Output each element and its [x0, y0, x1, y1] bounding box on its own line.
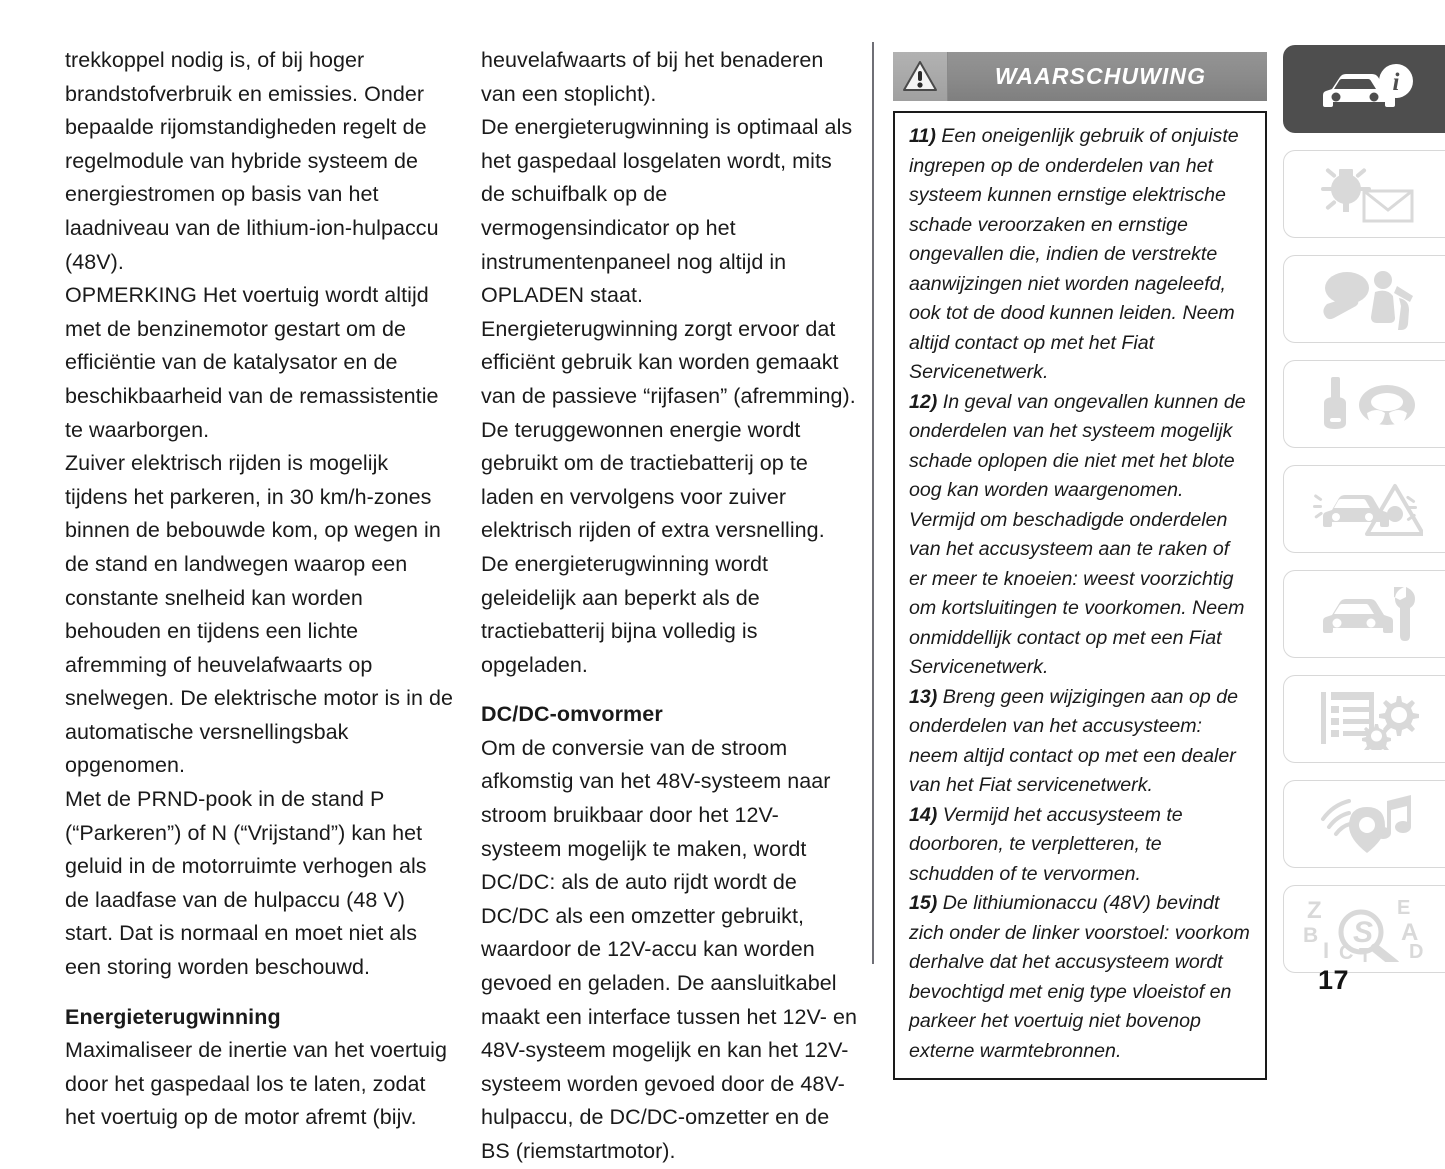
paragraph: De energieterugwinning wordt geleidelijk aan beperkt als de tractiebatterij bijna volledig is opgeladen.: [481, 551, 769, 677]
section-heading-dcdc-omvormer: DC/DC-omvormer: [481, 702, 663, 727]
paragraph: trekkoppel nodig is, of bij hoger brandstofverbruik en emissies. Onder bepaalde rijomstandigheden regelt de regelmodule van hybride systeem de energiestromen op basis van het laadniveau van de lithium-ion-hulpaccu (48V).: [65, 48, 439, 274]
occupant-safety-icon: [1309, 268, 1421, 330]
warning-item-number: 15): [909, 892, 938, 914]
text-column-2: [481, 44, 859, 1169]
warning-item-text: In geval van ongevallen kunnen de onderdelen van het systeem mogelijk schade oplopen die niet met het blote oog kan worden waargenomen. Vermijd om beschadigde onderdelen van het accusysteem aan te raken of er meer te knoeien: weest voorzichtig om kortsluitingen te voorkomen. Neem onmiddellijk contact op met een Fiat Servicenetwerk.: [909, 390, 1246, 678]
sidebar-tab-occupant-safety[interactable]: [1283, 255, 1445, 343]
sidebar-tab-car-maintenance[interactable]: [1283, 570, 1445, 658]
page-number: 17: [1317, 965, 1349, 995]
warning-item-number: 14): [909, 803, 938, 826]
sidebar-tab-warning-lights-message[interactable]: [1283, 150, 1445, 238]
key-steering-wheel-icon: [1309, 373, 1421, 435]
car-maintenance-wrench-icon: [1309, 583, 1421, 645]
svg-text:I: I: [1322, 938, 1329, 962]
warning-header: [893, 52, 1267, 101]
svg-text:i: i: [1392, 69, 1399, 96]
paragraph: Energieterugwinning zorgt ervoor dat efficiënt gebruik kan worden gemaakt van de passieve “rijfasen” (afremming). De teruggewonnen energie wordt gebruikt om de tractiebatterij op te laden en vervolgens voor zuiver elektrisch rijden of extra versnelling.: [481, 316, 856, 543]
svg-text:E: E: [1396, 897, 1410, 919]
svg-text:B: B: [1302, 924, 1318, 947]
paragraph: Met de PRND-pook in de stand P (“Parkeren”) of N (“Vrijstand”) kan het geluid in de motorruimte verhogen als de laadfase van de hulpaccu (48 V) start. Dat is normaal en moet niet als een storing worden beschouwd.: [65, 787, 427, 980]
paragraph: De energieterugwinning is optimaal als het gaspedaal losgelaten wordt, mits de schuifbalk op de vermogensindicator op het instrumentenpaneel nog altijd in OPLADEN staat.: [481, 115, 853, 308]
text-column-1: [65, 44, 455, 1135]
warning-item-text: Breng geen wijzigingen aan op de onderdelen van het accusysteem: neem altijd contact op met een dealer van het Fiat servicenetwerk.: [909, 685, 1238, 796]
warning-panel: [893, 52, 1267, 1080]
warning-body: [893, 111, 1267, 1080]
paragraph: Maximaliseer de inertie van het voertuig door het gaspedaal los te laten, zodat het voertuig op de motor afremt (bijv.: [65, 1038, 448, 1130]
column-divider: [872, 42, 874, 964]
specifications-gears-icon: [1309, 688, 1421, 750]
multimedia-navigation-icon: [1309, 793, 1421, 855]
car-info-icon: [1309, 59, 1421, 119]
warning-item-number: 11): [909, 125, 936, 147]
paragraph: OPMERKING Het voertuig wordt altijd met de benzinemotor gestart om de efficiëntie van de katalysator en de beschikbaarheid van de remassistentie te waarborgen.: [65, 283, 439, 442]
svg-text:A: A: [1400, 919, 1418, 946]
warning-item: [909, 388, 1251, 683]
warning-item: [909, 801, 1251, 890]
warning-item: [909, 122, 1251, 388]
sidebar-tab-alphabetical-index[interactable]: [1283, 885, 1445, 973]
paragraph: heuvelafwaarts of bij het benaderen van een stoplicht).: [481, 48, 824, 106]
warning-item-text: Vermijd het accusysteem te doorboren, te verpletteren, te schudden of te vervormen.: [909, 803, 1183, 885]
warning-title: WAARSCHUWING: [994, 63, 1207, 89]
section-heading-energieterugwinning: Energieterugwinning: [65, 1004, 281, 1029]
warning-item: [909, 683, 1251, 801]
section-tabs-sidebar: [1283, 45, 1445, 975]
sidebar-tab-emergency-breakdown[interactable]: [1283, 465, 1445, 553]
emergency-breakdown-icon: [1307, 478, 1423, 540]
paragraph: Om de conversie van de stroom afkomstig van het 48V-systeem naar stroom bruikbaar door het 12V-systeem mogelijk te maken, wordt DC/DC: als de auto rijdt wordt de DC/DC als een omzetter gebruikt, waardoor de 12V-accu kan worden gevoed en geladen. De aansluitkabel maakt een interface tussen het 12V- en 48V-systeem mogelijk en kan het 12V-systeem worden gevoed door de 48V-hulpaccu, de DC/DC-omzetter en de BS (riemstartmotor).: [481, 735, 857, 1163]
warning-item-number: 12): [909, 390, 938, 413]
alphabetical-index-icon: [1301, 896, 1429, 962]
sidebar-tab-specifications[interactable]: [1283, 675, 1445, 763]
sidebar-tab-multimedia-navigation[interactable]: [1283, 780, 1445, 868]
warning-triangle-icon: [893, 52, 948, 101]
svg-text:T: T: [1358, 945, 1371, 962]
warning-item-text: Een oneigenlijk gebruik of onjuiste ingrepen op de onderdelen van het systeem kunnen ernstige elektrische schade veroorzaken en ernstige ongevallen die, indien de verstrekte aanwijzingen niet worden nageleefd, ook tot de dood kunnen leiden. Neem altijd contact op met het Fiat Servicenetwerk.: [909, 125, 1239, 383]
svg-text:S: S: [1352, 916, 1373, 949]
sidebar-tab-car-info[interactable]: [1283, 45, 1445, 133]
warning-item-number: 13): [909, 685, 938, 708]
warning-item: [909, 889, 1251, 1066]
warning-lights-message-icon: [1309, 163, 1421, 225]
svg-text:C: C: [1338, 942, 1353, 962]
sidebar-tab-key-steering-wheel[interactable]: [1283, 360, 1445, 448]
paragraph: Zuiver elektrisch rijden is mogelijk tijdens het parkeren, in 30 km/h-zones binnen de bebouwde kom, op wegen in de stand en landwegen waarop een constante snelheid kan worden behouden en tijdens een lichte afremming of heuvelafwaarts op snelwegen. De elektrische motor is in de automatische versnellingsbak opgenomen.: [65, 451, 453, 778]
warning-item-text: De lithiumionaccu (48V) bevindt zich onder de linker voorstoel: voorkom derhalve dat het accusysteem wordt bevochtigd met enig type vloeistof en parkeer het voertuig niet bovenop externe warmtebronnen.: [909, 892, 1250, 1062]
svg-text:D: D: [1408, 941, 1423, 962]
svg-text:Z: Z: [1306, 897, 1322, 924]
